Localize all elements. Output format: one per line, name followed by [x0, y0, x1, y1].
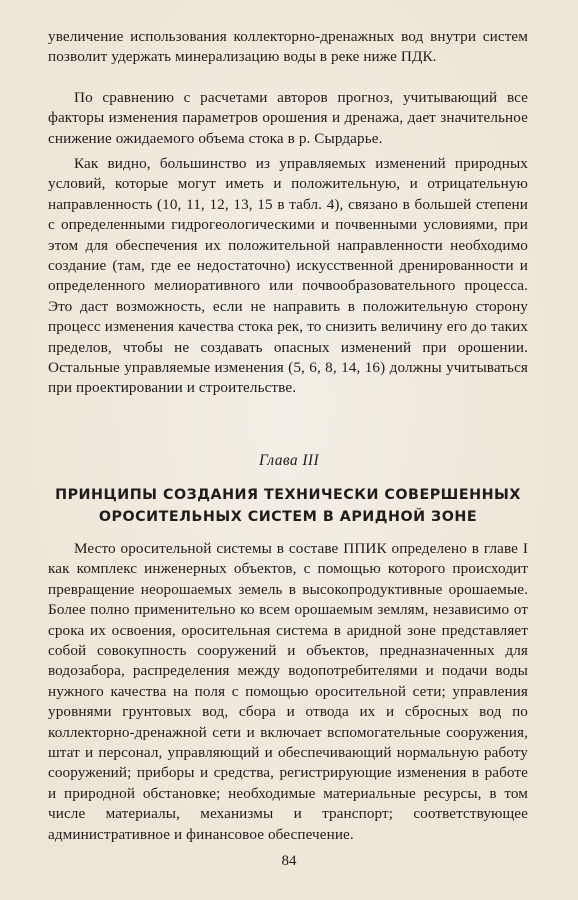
- comparison-paragraph-text: По сравнению с расчетами авторов прогноз, учитывающий все факторы изменения параметров орошения и дренажа, дает значительное снижение ожидаемого объема стока в р. Сырдарье.: [48, 89, 528, 147]
- page-number: 84: [281, 853, 297, 869]
- main-paragraph-text: Как видно, большинство из управляемых изменений природных условий, которые могут иметь и положительную, и отрицательную направленность (10, 11, 12, 13, 15 в табл. 4), связано в большей степени с определенными гидрогеологическими и почвенными условиями, при этом для обеспечения их положительной направленности необходимо создание (там, где ее недостаточно) искусственной дренированности и определенного мелиоративного или почвообразовательного процесса. Это даст возможность, если не направить в положительную сторону процесс изменения качества стока рек, то снизить величину его до таких пределов, чтобы не создавать опасных изменений при орошении. Остальные управляемые изменения (5, 6, 8, 14, 16) должны учитываться при проектировании и строительстве.: [48, 155, 528, 397]
- intro-paragraph-text: увеличение использования коллекторно-дренажных вод внутри систем позволит удержать минерализацию воды в реке ниже ПДК.: [48, 28, 528, 66]
- intro-paragraph: [48, 27, 528, 68]
- chapter-title: ПРИНЦИПЫ СОЗДАНИЯ ТЕХНИЧЕСКИ СОВЕРШЕННЫХ ОРОСИТЕЛЬНЫХ СИСТЕМ В АРИДНОЙ ЗОНЕ: [55, 487, 521, 525]
- main-paragraph: [48, 154, 528, 399]
- chapter-label: Глава III: [258, 452, 320, 469]
- comparison-paragraph: [48, 88, 528, 149]
- chapter-body-text: Место оросительной системы в составе ППИК определено в главе I как комплекс инженерных объектов, с помощью которого происходит превращение неорошаемых земель в высокопродуктивные орошаемые. Более полно применительно ко всем орошаемым землям, независимо от срока их освоения, оросительная система в аридной зоне представляет собой совокупность сооружений и объектов, предназначенных для водозабора, распределения между водопотребителями и подачи воды нужного качества на поля с помощью оросительной сети; управления уровнями грунтовых вод, сбора и отвода их и сбросных вод по коллекторно-дренажной сети и включает вспомогательные сооружения, штат и персонал, управляющий и обеспечивающий нормальную работу сооружений; приборы и средства, регистрирующие изменения в работе и природной обстановке; необходимые материальные ресурсы, в том числе материалы, механизмы и транспорт; соответствующее административное и финансовое обеспечение.: [48, 540, 528, 843]
- chapter-body-paragraph: [48, 539, 528, 845]
